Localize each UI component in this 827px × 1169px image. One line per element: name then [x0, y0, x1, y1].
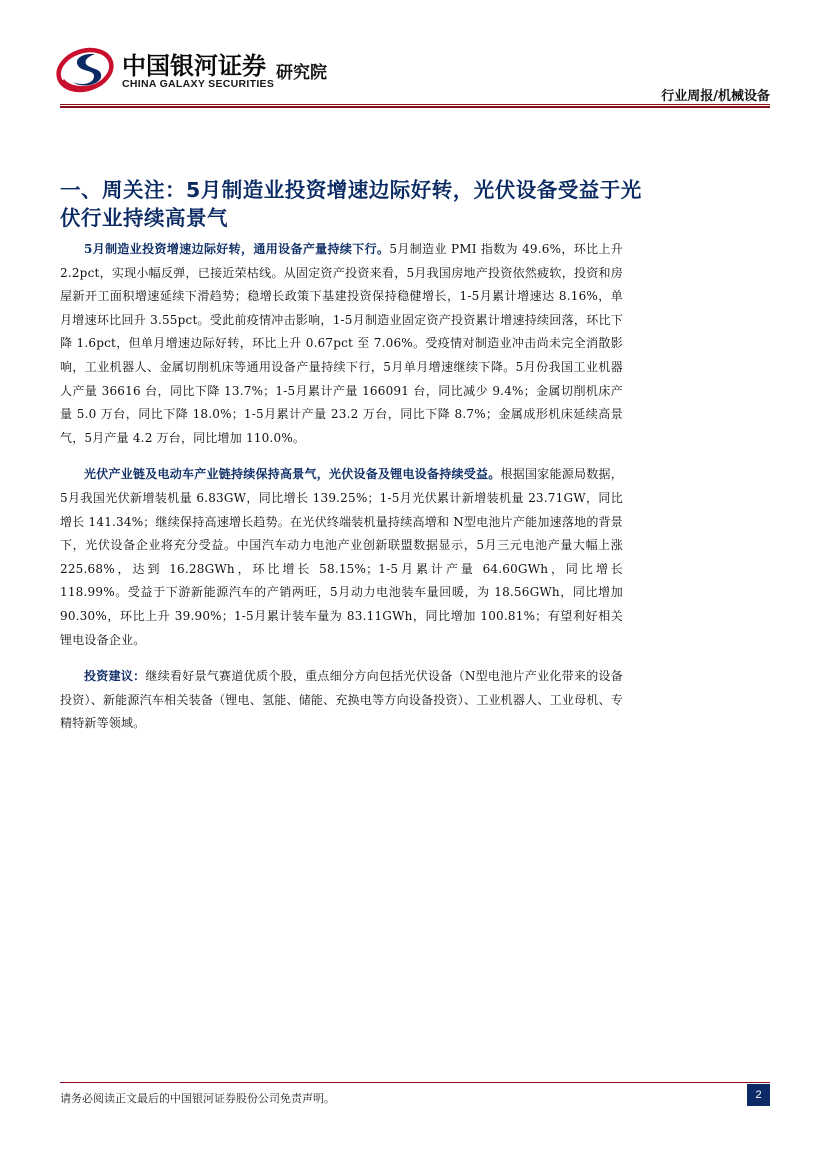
research-institute-label: 研究院: [276, 63, 327, 83]
report-type: 行业周报/机械设备: [661, 89, 770, 104]
brand-name-cn: 中国银河证券: [122, 52, 266, 80]
section-title: 一、周关注：5月制造业投资增速边际好转，光伏设备受益于光伏行业持续高景气: [60, 178, 642, 230]
report-body: [60, 238, 623, 749]
footer-divider: [60, 1082, 770, 1083]
paragraph-lead: 光伏产业链及电动车产业链持续保持高景气，光伏设备及锂电设备持续受益。: [84, 467, 501, 482]
paragraph-lead: 投资建议：: [84, 669, 146, 684]
paragraph-manufacturing: [60, 238, 623, 450]
header-divider: [60, 104, 770, 105]
paragraph-pv-ev: [60, 463, 623, 652]
header-divider-thick: [60, 106, 770, 108]
paragraph-text: 根据国家能源局数据，5月我国光伏新增装机量 6.83GW，同比增长 139.25%；1-5月光伏累计新增装机量 23.71GW，同比增长 141.34%；继续保持高速增长趋势。在光伏终端装机量持续高增和 N型电池片产能加速落地的背景下，光伏设备企业将充分受益。中国汽车动力电池产业创新联盟数据显示，5月三元电池产量大幅上涨 225.68%，达到 16.28GWh，环比增长 58.15%；1-5月累计产量 64.60GWh，同比增长 118.99%。受益于下游新能源汽车的产销两旺，5月动力电池装车量回暖，为 18.56GWh，同比增加 90.30%，环比上升 39.90%；1-5月累计装车量为 83.11GWh，同比增加 100.81%；有望利好相关锂电设备企业。: [60, 467, 623, 647]
galaxy-logo-icon: [55, 44, 115, 94]
page-number: 2: [747, 1084, 770, 1106]
paragraph-investment-advice: [60, 665, 623, 736]
paragraph-lead: 5月制造业投资增速边际好转，通用设备产量持续下行。: [84, 242, 390, 256]
brand-name-en: CHINA GALAXY SECURITIES: [122, 78, 275, 90]
paragraph-text: 5月制造业 PMI 指数为 49.6%，环比上升 2.2pct，实现小幅反弹，已接近荣枯线。从固定资产投资来看，5月我国房地产投资依然疲软，投资和房屋新开工面积增速延续下滑趋势；稳增长政策下基建投资保持稳健增长，1-5月累计增速达 8.16%，单月增速环比回升 3.55pct。受此前疫情冲击影响，1-5月制造业固定资产投资累计增速持续回落，环比下降 1.6pct，但单月增速边际好转，环比上升 0.67pct 至 7.06%。受疫情对制造业冲击尚未完全消散影响，工业机器人、金属切削机床等通用设备产量持续下行，5月单月增速继续下降。5月份我国工业机器人产量 36616 台，同比下降 13.7%；1-5月累计产量 166091 台，同比减少 9.4%；金属切削机床产量 5.0 万台，同比下降 18.0%；1-5月累计产量 23.2 万台，同比下降 8.7%；金属成形机床延续高景气，5月产量 4.2 万台，同比增加 110.0%。: [60, 242, 623, 445]
page-header: [0, 0, 827, 110]
disclaimer-note: 请务必阅读正文最后的中国银河证券股份公司免责声明。: [60, 1092, 335, 1105]
paragraph-text: 继续看好景气赛道优质个股，重点细分方向包括光伏设备（N型电池片产业化带来的设备投资）、新能源汽车相关装备（锂电、氢能、储能、充换电等方向设备投资）、工业机器人、工业母机、专精特新等领域。: [60, 669, 623, 731]
